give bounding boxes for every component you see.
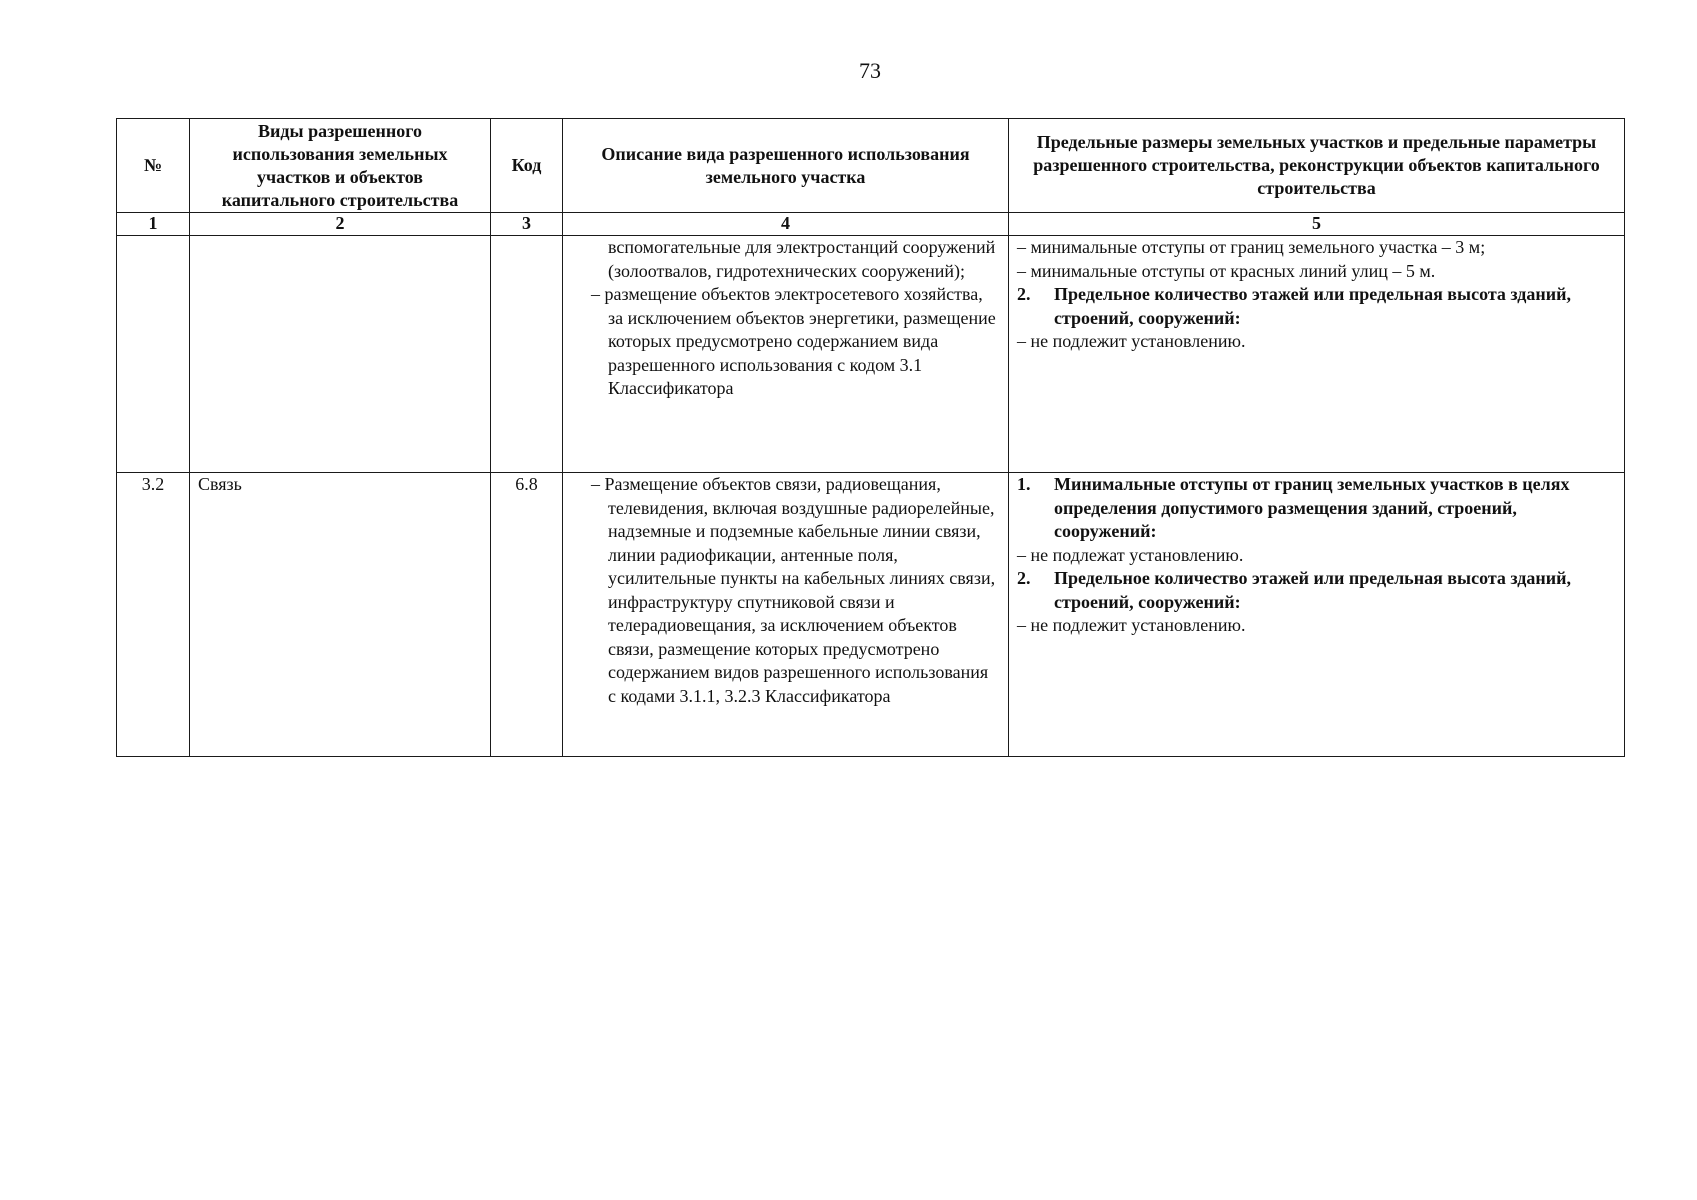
parameter-heading-number: 1. bbox=[1017, 474, 1031, 494]
parameter-heading-text: Предельное количество этажей или предельная высота зданий, строений, сооружений: bbox=[1054, 568, 1572, 612]
header-code: Код bbox=[491, 119, 563, 213]
table-header-row bbox=[117, 119, 1625, 213]
description-cell bbox=[563, 473, 1009, 757]
parameter-line: – минимальные отступы от красных линий улиц – 5 м. bbox=[1017, 260, 1436, 281]
column-number: 5 bbox=[1009, 213, 1625, 236]
column-number: 2 bbox=[190, 213, 491, 236]
description-item: – Размещение объектов связи, радиовещания, телевидения, включая воздушные радиорелейные, надземные и подземные кабельные линии связи, линии радиофикации, антенные поля, усилительные пункты на кабельных линиях связи, инфраструктуру спутниковой связи и телерадиовещания, за исключением объектов связи, размещение которых предусмотрено содержанием видов разрешенного использования с кодами 3.1.1, 3.2.3 Классификатора bbox=[591, 474, 996, 706]
table-row bbox=[117, 473, 1625, 757]
parameters-cell bbox=[1009, 236, 1625, 473]
use-type-cell bbox=[190, 236, 491, 473]
description-cell bbox=[563, 236, 1009, 473]
code-cell: 6.8 bbox=[491, 473, 563, 757]
column-number: 3 bbox=[491, 213, 563, 236]
column-number: 1 bbox=[117, 213, 190, 236]
code-cell bbox=[491, 236, 563, 473]
row-number-cell bbox=[117, 236, 190, 473]
parameter-line: – минимальные отступы от границ земельного участка – 3 м; bbox=[1017, 237, 1486, 257]
parameter-heading bbox=[1017, 567, 1616, 614]
header-parameters: Предельные размеры земельных участков и предельные параметры разрешенного строительства, реконструкции объектов капитального строительства bbox=[1009, 119, 1625, 213]
header-description: Описание вида разрешенного использования земельного участка bbox=[563, 119, 1009, 213]
description-item: – размещение объектов электросетевого хозяйства, за исключением объектов энергетики, размещение которых предусмотрено содержанием вида разрешенного использования с кодом 3.1 Классификатора bbox=[591, 284, 996, 398]
parameter-heading-number: 2. bbox=[1017, 284, 1031, 304]
parameter-line: – не подлежит установлению. bbox=[1017, 615, 1246, 635]
column-number-row bbox=[117, 213, 1625, 236]
parameter-heading bbox=[1017, 473, 1616, 544]
parameter-heading-number: 2. bbox=[1017, 568, 1031, 588]
use-type-cell: Связь bbox=[190, 473, 491, 757]
parameter-heading-text: Предельное количество этажей или предельная высота зданий, строений, сооружений: bbox=[1054, 284, 1572, 328]
header-use-type: Виды разрешенного использования земельных участков и объектов капитального строительства bbox=[190, 119, 491, 213]
parameters-cell bbox=[1009, 473, 1625, 757]
permitted-use-table bbox=[116, 118, 1625, 757]
page-number: 73 bbox=[859, 58, 881, 83]
column-number: 4 bbox=[563, 213, 1009, 236]
row-number-cell: 3.2 bbox=[117, 473, 190, 757]
description-continuation: вспомогательные для электростанций сооружений (золоотвалов, гидротехнических сооружений); bbox=[608, 237, 996, 281]
header-number: № bbox=[117, 119, 190, 213]
parameter-line: – не подлежит установлению. bbox=[1017, 331, 1246, 351]
parameter-heading bbox=[1017, 283, 1616, 330]
parameter-heading-text: Минимальные отступы от границ земельных участков в целях определения допустимого размещения зданий, строений, сооружений: bbox=[1054, 474, 1570, 541]
table-row bbox=[117, 236, 1625, 473]
parameter-line: – не подлежат установлению. bbox=[1017, 544, 1244, 565]
